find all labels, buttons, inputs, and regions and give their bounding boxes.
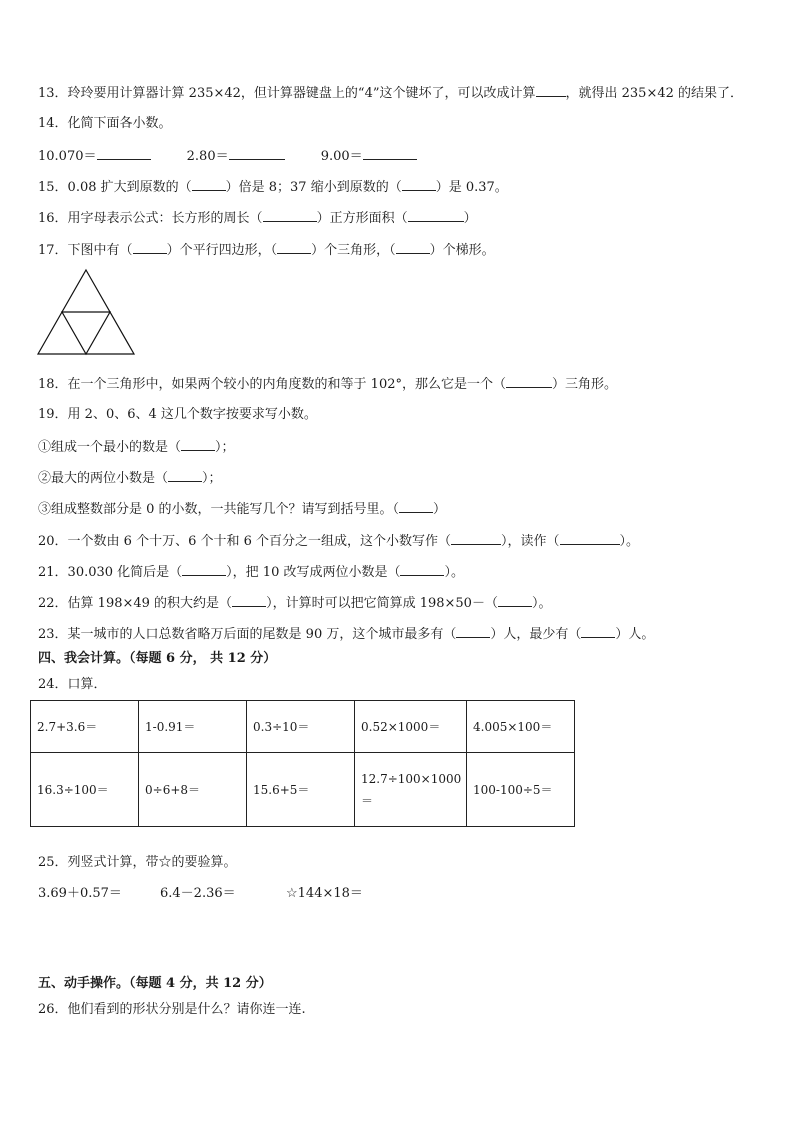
answer-blank[interactable] <box>181 438 215 451</box>
table-cell[interactable]: 15.6+5＝ <box>247 753 355 827</box>
question-20: 20．一个数由 6 个十万、6 个十和 6 个百分之一组成，这个小数写作（ ），读作（ ）。 <box>38 534 640 549</box>
question-19-part-2: ②最大的两位小数是（ ）； <box>38 471 222 486</box>
answer-blank[interactable] <box>536 84 566 97</box>
answer-blank[interactable] <box>498 594 532 607</box>
question-22: 22．估算 198×49 的积大约是（ ），计算时可以把它简算成 198×50－（ ）。 <box>38 596 552 611</box>
question-13 <box>38 84 743 102</box>
question-number: 23． <box>38 627 68 642</box>
answer-blank[interactable] <box>229 147 285 160</box>
question-number: 26． <box>38 1002 68 1017</box>
item: 2.80＝ <box>187 147 285 165</box>
question-21: 21．30.030 化简后是（ ），把 10 改写成两位小数是（ ）。 <box>38 565 464 580</box>
vertical-calc-item[interactable]: 3.69＋0.57＝ <box>38 886 122 901</box>
answer-blank[interactable] <box>182 563 226 576</box>
answer-blank[interactable] <box>408 209 464 222</box>
answer-blank[interactable] <box>506 375 552 388</box>
question-16: 16．用字母表示公式：长方形的周长（ ）正方形面积（ ） <box>38 211 477 226</box>
question-14-items <box>38 147 449 165</box>
answer-blank[interactable] <box>363 147 417 160</box>
question-text: 化简下面各小数。 <box>67 116 172 131</box>
question-number: 22． <box>38 596 68 611</box>
answer-blank[interactable] <box>168 469 202 482</box>
question-number: 16． <box>38 211 68 226</box>
triangle-figure <box>36 266 138 358</box>
question-19-part-1: ①组成一个最小的数是（ ）； <box>38 440 235 455</box>
question-15: 15．0.08 扩大到原数的（ ）倍是 8；37 缩小到原数的（ ）是 0.37。 <box>38 180 508 195</box>
table-cell[interactable]: 0.3÷10＝ <box>247 701 355 753</box>
question-number: 14． <box>38 116 68 131</box>
table-cell[interactable]: 1-0.91＝ <box>139 701 247 753</box>
question-25-items <box>38 886 363 902</box>
answer-blank[interactable] <box>133 241 167 254</box>
question-number: 18． <box>38 377 68 392</box>
question-17: 17．下图中有（ ）个平行四边形，（ ）个三角形，（ ）个梯形。 <box>38 243 495 258</box>
answer-blank[interactable] <box>97 147 151 160</box>
mental-math-table <box>30 700 575 827</box>
answer-blank[interactable] <box>192 178 226 191</box>
table-row <box>31 701 575 753</box>
table-cell[interactable]: 2.7+3.6＝ <box>31 701 139 753</box>
table-cell[interactable]: 100-100÷5＝ <box>467 753 575 827</box>
question-19-part-3: ③组成整数部分是 0 的小数，一共能写几个？请写到括号里。（ ） <box>38 502 447 517</box>
table-row <box>31 753 575 827</box>
section-5-heading: 五、动手操作。（每题 4 分，共 12 分） <box>38 976 272 991</box>
answer-blank[interactable] <box>402 178 436 191</box>
answer-blank[interactable] <box>232 594 266 607</box>
table-cell[interactable]: 12.7÷100×1000＝ <box>355 753 467 827</box>
answer-blank[interactable] <box>399 500 433 513</box>
question-24: 24．口算． <box>38 677 107 692</box>
question-text: 玲玲要用计算器计算 235×42，但计算器键盘上的“4”这个键坏了，可以改成计算 <box>67 86 536 101</box>
answer-blank[interactable] <box>396 241 430 254</box>
table-cell[interactable]: 0÷6+8＝ <box>139 753 247 827</box>
table-cell[interactable]: 4.005×100＝ <box>467 701 575 753</box>
question-text: ，就得出 235×42 的结果了． <box>565 86 744 101</box>
question-25: 25．列竖式计算，带☆的要验算。 <box>38 855 237 870</box>
question-number: 15． <box>38 180 68 195</box>
question-number: 19． <box>38 407 68 422</box>
item: 10.070＝ <box>38 147 151 165</box>
answer-blank[interactable] <box>560 532 620 545</box>
question-19: 19．用 2、0、6、4 这几个数字按要求写小数。 <box>38 407 317 422</box>
section-4-heading: 四、我会计算。（每题 6 分， 共 12 分） <box>38 651 277 666</box>
vertical-calc-item[interactable]: 6.4－2.36＝ <box>160 886 236 901</box>
question-number: 13． <box>38 86 68 101</box>
table-cell[interactable]: 16.3÷100＝ <box>31 753 139 827</box>
table-cell[interactable]: 0.52×1000＝ <box>355 701 467 753</box>
question-number: 20． <box>38 534 68 549</box>
question-number: 21． <box>38 565 68 580</box>
question-number: 24． <box>38 677 68 692</box>
question-number: 25． <box>38 855 68 870</box>
answer-blank[interactable] <box>263 209 317 222</box>
answer-blank[interactable] <box>581 625 615 638</box>
answer-blank[interactable] <box>456 625 490 638</box>
question-18: 18．在一个三角形中，如果两个较小的内角度数的和等于 102°，那么它是一个（ ）三角形。 <box>38 377 618 392</box>
question-23: 23．某一城市的人口总数省略万后面的尾数是 90 万，这个城市最多有（ ）人，最少有（ ）人。 <box>38 627 655 642</box>
question-14 <box>38 116 172 132</box>
vertical-calc-item[interactable]: ☆144×18＝ <box>286 886 363 901</box>
item: 9.00＝ <box>321 147 417 165</box>
answer-blank[interactable] <box>277 241 311 254</box>
question-26: 26．他们看到的形状分别是什么？请你连一连. <box>38 1002 306 1017</box>
answer-blank[interactable] <box>451 532 501 545</box>
question-number: 17． <box>38 243 68 258</box>
answer-blank[interactable] <box>400 563 444 576</box>
